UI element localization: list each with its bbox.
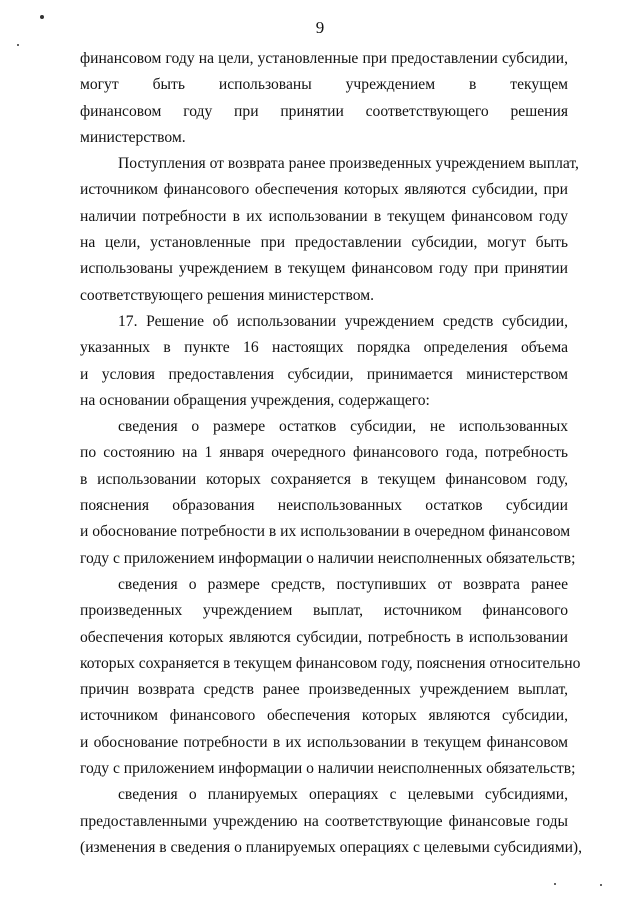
scan-speck [600, 884, 602, 886]
text-line: году с приложением информации о наличии неисполненных обязательств; [80, 549, 576, 567]
text-line: и условия предоставления субсидии, принимается министерством [80, 365, 568, 383]
text-line: на цели, установленные при предоставлении субсидии, могут быть [80, 234, 568, 252]
text-line: году с приложением информации о наличии неисполненных обязательств; [80, 760, 576, 778]
text-line: сведения о размере остатков субсидии, не использованных [118, 418, 568, 436]
scan-speck [17, 44, 19, 46]
text-line: которых сохраняется в текущем финансовом году, пояснения относительно [80, 654, 581, 672]
text-line: на основании обращения учреждения, содержащего: [80, 391, 430, 409]
text-line: источником финансового обеспечения которых являются субсидии, при [80, 181, 568, 199]
text-line: причин возврата средств ранее произведенных учреждением выплат, [80, 681, 568, 699]
text-line: сведения о размере средств, поступивших от возврата ранее [118, 575, 568, 593]
page-number: 9 [315, 18, 325, 37]
text-line: предоставленными учреждению на соответствующие финансовые годы [80, 812, 568, 830]
text-line: финансовом году на цели, установленные при предоставлении субсидии, [80, 50, 568, 67]
text-line: использованы учреждением в текущем финансовом году при принятии [80, 260, 568, 278]
text-line: пояснения образования неиспользованных остатков субсидии [80, 497, 568, 515]
text-line: сведения о планируемых операциях с целевыми субсидиями, [118, 786, 568, 804]
scan-speck [554, 883, 556, 885]
text-line: источником финансового обеспечения которых являются субсидии, [80, 707, 568, 725]
text-line: и обоснование потребности в их использовании в очередном финансовом [80, 523, 571, 541]
text-line: могут быть использованы учреждением в текущем [80, 76, 568, 94]
body-text [80, 46, 582, 861]
text-line: 17. Решение об использовании учреждением средств субсидии, [118, 312, 568, 330]
text-line: произведенных учреждением выплат, источником финансового [80, 602, 568, 620]
text-line: указанных в пункте 16 настоящих порядка определения объема [80, 339, 568, 357]
text-line: Поступления от возврата ранее произведенных учреждением выплат, [118, 155, 579, 173]
text-line: и обоснование потребности в их использовании в текущем финансовом [80, 733, 568, 751]
text-line: наличии потребности в их использовании в текущем финансовом году [80, 207, 568, 225]
text-line: министерством. [80, 128, 186, 146]
text-line: (изменения в сведения о планируемых операциях с целевыми субсидиями), [80, 838, 582, 856]
text-line: в использовании которых сохраняется в текущем финансовом году, [80, 470, 568, 488]
text-line: финансовом году при принятии соответствующего решения [80, 102, 568, 120]
text-line: соответствующего решения министерством. [80, 286, 374, 304]
text-line: обеспечения которых являются субсидии, потребность в использовании [80, 628, 568, 646]
text-line: по состоянию на 1 января очередного финансового года, потребность [80, 444, 568, 462]
